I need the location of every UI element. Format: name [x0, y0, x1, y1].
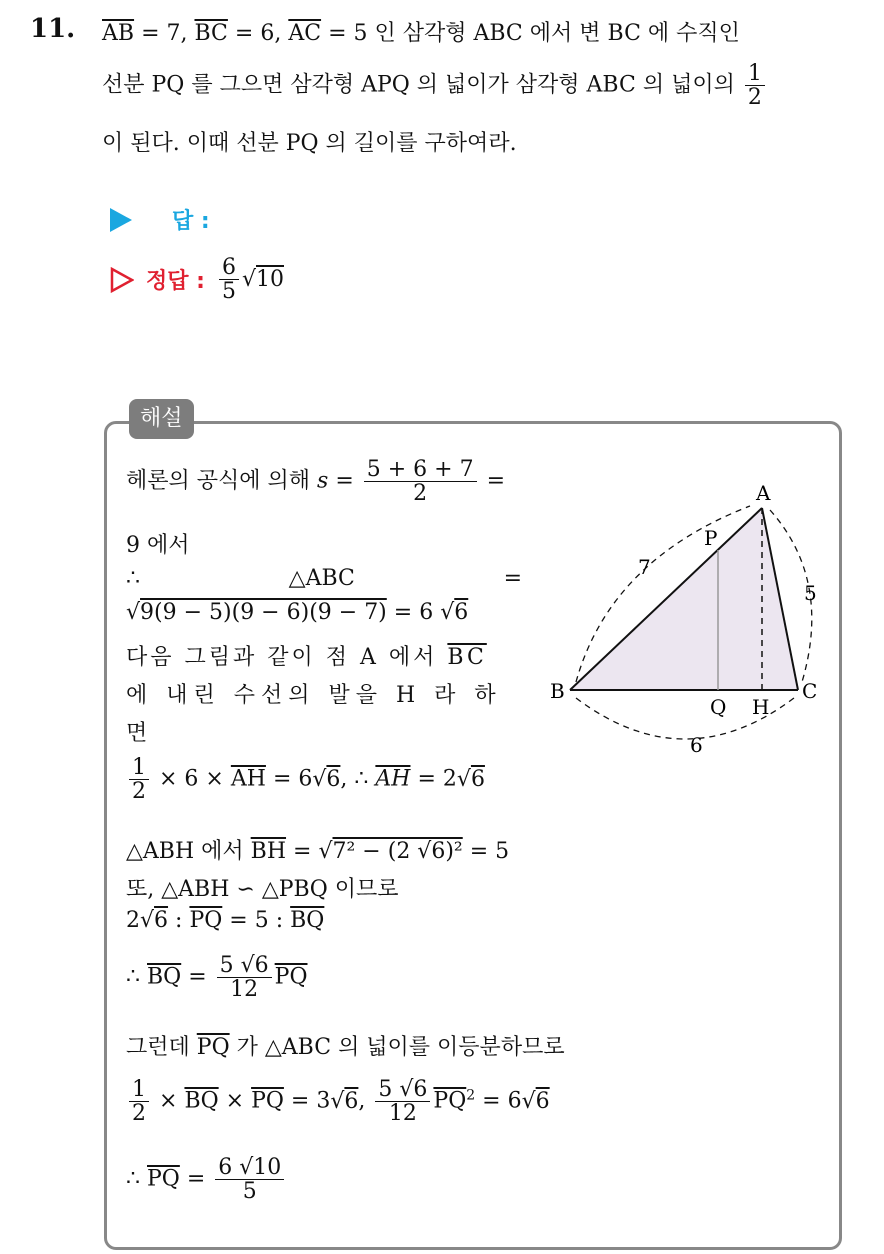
solution-line-3: ∴ △ABC =	[126, 566, 522, 591]
solution-line-2: 9 에서	[126, 533, 190, 558]
label-a: A	[756, 481, 771, 505]
solution-line-12: ∴ $\overline{BQ}$ = $\frac{5 √6}{12}$ $\overline{PQ}$	[126, 953, 308, 1003]
question-line-2: 선분 PQ 를 그으면 삼각형 APQ 의 넓이가 삼각형 ABC 의 넓이의 $\frac{1}{2}$	[102, 62, 768, 109]
fraction-half: $\frac{1}{2}$	[745, 62, 765, 109]
question-number: 11.	[30, 14, 76, 44]
triangle-fill	[570, 508, 798, 690]
label-p: P	[704, 526, 718, 550]
triangle-diagram	[540, 470, 840, 760]
answer-label: 답 :	[172, 209, 210, 234]
solution-line-15: ∴ $\overline{PQ}$ = $\frac{6 √10}{5}$	[126, 1156, 287, 1203]
solution-line-8: $\frac{1}{2}$ × $6 \times \overline{AH} = 6√6$, ∴ $\overline{AH} = 2√6$	[126, 756, 485, 803]
label-h: H	[752, 695, 770, 719]
question-line-3: 이 된다. 이때 선분 PQ 의 길이를 구하여라.	[102, 131, 517, 156]
correct-answer-label: 정답 :	[146, 269, 205, 295]
solution-line-9: △ABH 에서 $\overline{BH} = √7^2 - (2$ √6)² = 5	[126, 839, 510, 864]
solution-line-11: 2√6 : $\overline{PQ} = 5$ : $\overline{BQ}$	[126, 908, 325, 933]
correct-answer-fraction: $\frac{6}{5}$	[219, 256, 239, 303]
solution-line-10: 또, △ABH ∽ △PBQ 이므로	[126, 877, 399, 902]
question-line-1: $\overline{AB} = 7$, $\overline{BC} = 6$, $\overline{AC} = 5$ 인 삼각형 ABC 에서 변 BC 에 수직인	[102, 21, 740, 46]
solution-line-1: 헤론의 공식에 의해 s = $\frac{5 + 6 + 7}{2}$ =	[126, 457, 506, 507]
solution-line-6: 에 내린 수선의 발을 H 라 하	[126, 683, 502, 708]
answer-triangle-icon	[110, 208, 132, 232]
solution-line-14: $\frac{1}{2}$ × $\overline{BQ} \times \overline{PQ} = 3√6$, $\frac{5 √6}{12}$ $\overline{PQ}^2 = 6√6$	[126, 1078, 550, 1125]
label-b: B	[550, 679, 565, 703]
label-side-5: 5	[804, 581, 817, 605]
answer-row	[110, 204, 210, 235]
label-side-6: 6	[690, 733, 703, 757]
correct-answer-sqrt: √10	[241, 267, 284, 293]
correct-triangle-icon	[110, 267, 134, 293]
label-c: C	[802, 679, 818, 703]
solution-line-5: 다음 그림과 같이 점 A 에서 $\overline{BC}$	[126, 645, 487, 670]
solution-line-13: 그런데 $\overline{PQ}$ 가 △ABC 의 넓이를 이등분하므로	[126, 1035, 565, 1060]
label-q: Q	[710, 695, 727, 719]
solution-line-7: 면	[126, 721, 148, 746]
label-side-7: 7	[638, 555, 651, 579]
solution-line-4: √9(9 − 5)(9 − 6)(9 − 7) = 6 √6	[126, 600, 469, 625]
solution-tag: 해설	[129, 399, 194, 439]
correct-answer-row	[110, 256, 284, 303]
